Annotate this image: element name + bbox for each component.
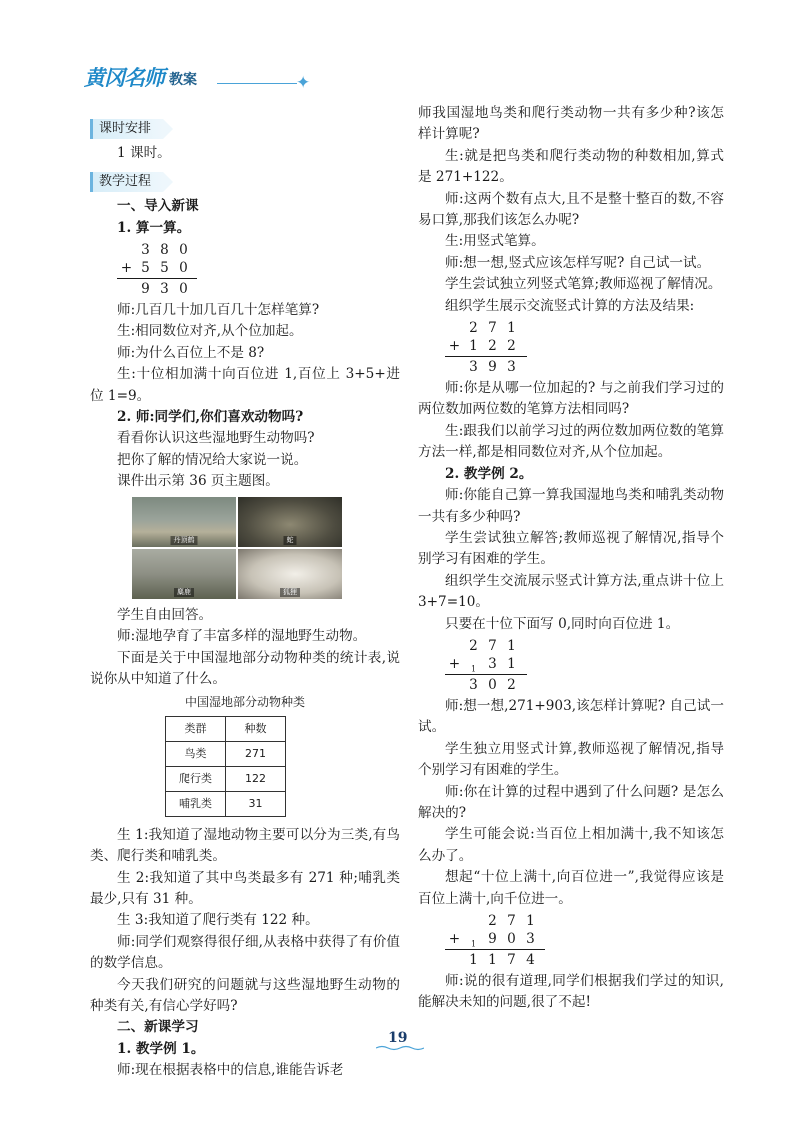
header-rule — [217, 83, 297, 84]
vertical-calc-1: 3 8 0 + 5 5 0 9 3 0 — [117, 241, 400, 298]
carry-mark: 1 — [470, 939, 477, 949]
text-r18: 想起“十位上满十,向百位进一”,我觉得应该是百位上满十,向千位进一。 — [418, 869, 724, 907]
photo-fox: 狐狸 — [238, 549, 342, 599]
section-tag-schedule: 课时安排 — [90, 119, 163, 139]
text-r16: 师:你在计算的过程中遇到了什么问题? 是怎么解决的? — [418, 783, 724, 821]
heading-example-1: 1. 教学例 1。 — [117, 1040, 205, 1057]
text-r3: 师:这两个数有点大,且不是整十整百的数,不容易口算,那我们该怎么办呢? — [418, 190, 724, 229]
text-p16: 师:现在根据表格中的信息,谁能告诉老 — [117, 1062, 344, 1079]
photo-snake: 蛇 — [238, 497, 342, 547]
text-p15: 今天我们研究的问题就与这些湿地野生动物的种类有关,有信心学好吗? — [90, 976, 400, 1014]
text-r12: 组织学生交流展示竖式计算方法,重点讲十位上 3+7=10。 — [418, 572, 724, 611]
vertical-calc-2: 2 7 1 + 1 2 2 3 9 3 — [445, 319, 724, 376]
photo-crane: 丹顶鹤 — [132, 497, 236, 547]
text-p11: 生 1:我知道了湿地动物主要可以分为三类,有鸟类、爬行类和哺乳类。 — [90, 826, 400, 865]
text-r2: 生:就是把鸟类和爬行类动物的种数相加,算式是 271+122。 — [418, 147, 724, 186]
page-number: 19 — [388, 1030, 408, 1046]
text-r6: 学生尝试独立列竖式笔算;教师巡视了解情况。 — [445, 276, 722, 293]
star-icon: ✦ — [296, 73, 311, 93]
text-p14: 师:同学们观察得很仔细,从表格中获得了有价值的数学信息。 — [90, 933, 400, 972]
heading-calc: 1. 算一算。 — [117, 219, 191, 236]
schedule-text: 1 课时。 — [117, 145, 171, 162]
text-p9: 师:湿地孕育了丰富多样的湿地野生动物。 — [117, 628, 367, 645]
text-p8: 学生自由回答。 — [117, 606, 213, 623]
left-column — [90, 118, 400, 1082]
text-p7: 课件出示第 36 页主题图。 — [117, 473, 279, 490]
photo-deer: 麋鹿 — [132, 549, 236, 599]
table-title: 中国湿地部分动物种类 — [184, 695, 305, 710]
text-p5: 看看你认识这些湿地野生动物吗? — [117, 430, 315, 447]
brand-sub: 教案 — [169, 72, 197, 88]
table-row: 哺乳类 31 — [166, 791, 286, 816]
text-p12: 生 2:我知道了其中鸟类最多有 271 种;哺乳类最少,只有 31 种。 — [90, 869, 400, 907]
page-number-wave-icon — [376, 1045, 424, 1051]
table-row: 鸟类 271 — [166, 741, 286, 766]
text-r14: 师:想一想,271+903,该怎样计算呢? 自己试一试。 — [418, 697, 724, 736]
heading-animals: 2. 师:同学们,你们喜欢动物吗? — [117, 409, 304, 426]
animal-species-table — [165, 716, 286, 817]
text-r5: 师:想一想,竖式应该怎样写呢? 自己试一试。 — [445, 254, 711, 271]
heading-intro: 一、导入新课 — [117, 198, 199, 215]
vertical-calc-4: 2 7 1 + $_1$ 9 0 3 1 1 7 4 — [445, 912, 724, 969]
heading-example-2: 2. 教学例 2。 — [445, 465, 533, 482]
text-r8: 师:你是从哪一位加起的? 与之前我们学习过的两位数加两位数的笔算方法相同吗? — [418, 380, 724, 418]
text-p2: 生:相同数位对齐,从个位加起。 — [117, 323, 303, 340]
text-p13: 生 3:我知道了爬行类有 122 种。 — [117, 912, 319, 929]
right-column — [418, 103, 724, 1014]
brand-name: 黄冈名师 — [84, 66, 164, 90]
text-r19: 师:说的很有道理,同学们根据我们学过的知识,能解决未知的问题,很了不起! — [418, 973, 724, 1011]
text-r1: 师我国湿地鸟类和爬行类动物一共有多少种?该怎样计算呢? — [418, 105, 724, 143]
text-p10: 下面是关于中国湿地部分动物种类的统计表,说说你从中知道了什么。 — [90, 649, 400, 687]
text-r7: 组织学生展示交流竖式计算的方法及结果: — [445, 297, 695, 314]
text-r9: 生:跟我们以前学习过的两位数加两位数的笔算方法一样,都是相同数位对齐,从个位加起。 — [418, 422, 724, 461]
text-p1: 师:几百几十加几百几十怎样笔算? — [117, 302, 320, 319]
section-tag-process: 教学过程 — [90, 172, 163, 192]
text-r13: 只要在十位下面写 0,同时向百位进 1。 — [445, 615, 680, 632]
text-r10: 师:你能自己算一算我国湿地鸟类和哺乳类动物一共有多少种吗? — [418, 487, 724, 525]
theme-photo-grid — [132, 497, 342, 599]
text-p4: 生:十位相加满十向百位进 1,百位上 3+5+进位 1=9。 — [90, 366, 400, 404]
text-p3: 师:为什么百位上不是 8? — [117, 344, 265, 361]
table-header-row: 类群 种数 — [166, 716, 286, 741]
vertical-calc-3: 2 7 1 + $_1$ 3 1 3 0 2 — [445, 637, 724, 694]
table-row: 爬行类 122 — [166, 766, 286, 791]
text-r11: 学生尝试独立解答;教师巡视了解情况,指导个别学习有困难的学生。 — [418, 529, 724, 568]
brand-header — [84, 66, 197, 90]
text-r15: 学生独立用竖式计算,教师巡视了解情况,指导个别学习有困难的学生。 — [418, 740, 724, 779]
text-r4: 生:用竖式笔算。 — [445, 233, 545, 250]
text-p6: 把你了解的情况给大家说一说。 — [117, 451, 308, 468]
heading-new-lesson: 二、新课学习 — [117, 1019, 199, 1036]
text-r17: 学生可能会说:当百位上相加满十,我不知该怎么办了。 — [418, 826, 724, 864]
carry-mark: 1 — [470, 664, 477, 674]
